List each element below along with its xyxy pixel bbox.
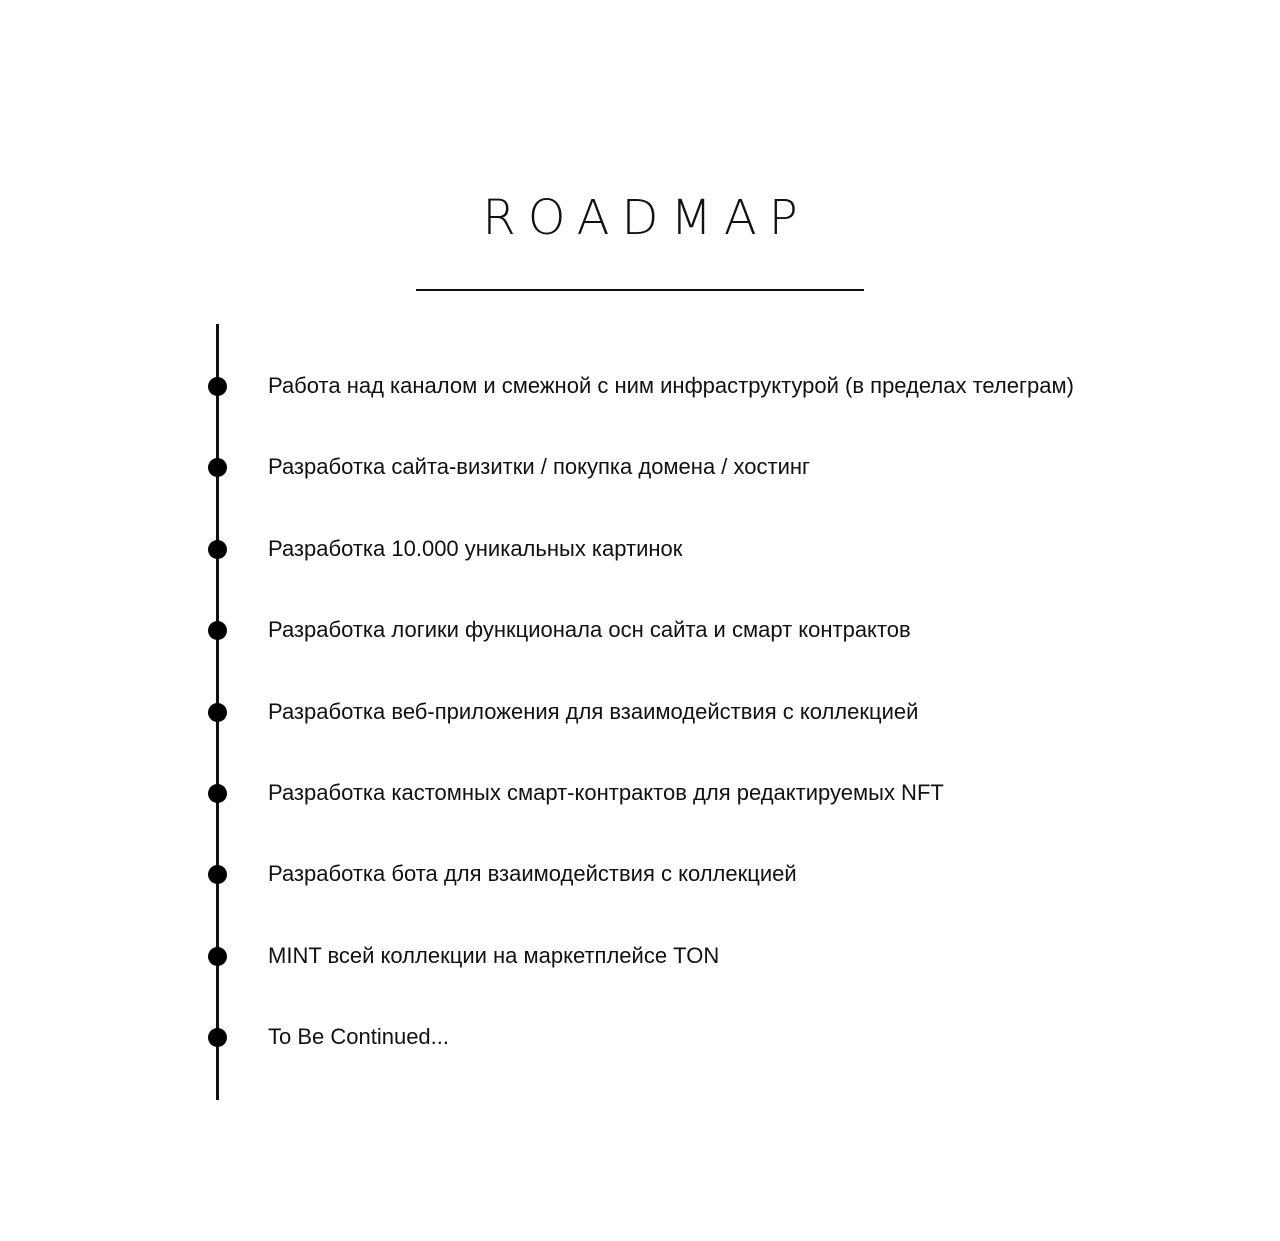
milestone-dot-icon [208, 621, 227, 640]
milestone-6 [0, 773, 1280, 813]
milestone-label: To Be Continued... [268, 1024, 450, 1049]
milestone-label: Разработка 10.000 уникальных картинок [268, 536, 683, 561]
milestone-dot-icon [208, 377, 227, 396]
milestone-label: Разработка веб-приложения для взаимодействия с коллекцией [268, 699, 919, 724]
milestone-dot-icon [208, 458, 227, 477]
milestone-9 [0, 1017, 1280, 1057]
milestone-dot-icon [208, 1028, 227, 1047]
milestone-label: Разработка логики функционала осн сайта и смарт контрактов [268, 617, 911, 642]
milestone-1 [0, 366, 1280, 406]
milestone-7 [0, 854, 1280, 894]
milestone-2 [0, 447, 1280, 487]
page-title: ROADMAP [482, 190, 810, 246]
milestone-8 [0, 936, 1280, 976]
milestone-label: Работа над каналом и смежной с ним инфраструктурой (в пределах телеграм) [268, 373, 1074, 398]
milestone-label: Разработка сайта-визитки / покупка домена / хостинг [268, 454, 811, 479]
milestone-3 [0, 529, 1280, 569]
milestone-4 [0, 610, 1280, 650]
title-divider [416, 289, 864, 291]
milestone-label: Разработка кастомных смарт-контрактов для редактируемых NFT [268, 780, 944, 805]
milestone-5 [0, 692, 1280, 732]
milestone-label: MINT всей коллекции на маркетплейсе TON [268, 943, 720, 968]
milestone-dot-icon [208, 784, 227, 803]
milestone-dot-icon [208, 947, 227, 966]
milestone-label: Разработка бота для взаимодействия с коллекцией [268, 861, 797, 886]
milestone-dot-icon [208, 540, 227, 559]
milestone-dot-icon [208, 703, 227, 722]
milestone-dot-icon [208, 865, 227, 884]
